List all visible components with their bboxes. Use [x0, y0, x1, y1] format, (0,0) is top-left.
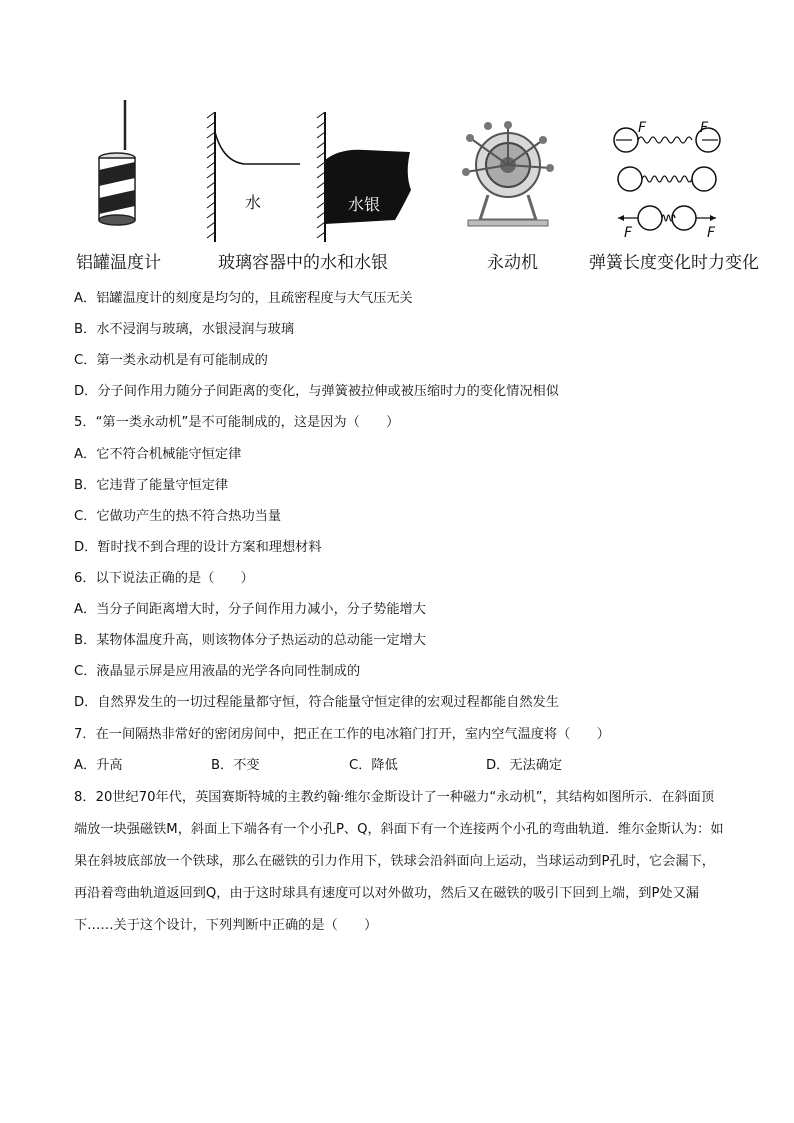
force-label-bottom-left: F: [624, 225, 633, 241]
q6-option-b: B．某物体温度升高，则该物体分子热运动的总动能一定增大: [74, 633, 426, 648]
figure-row: [0, 100, 794, 275]
q7-option-d: D．无法确定: [486, 758, 563, 773]
q6-option-d: D．自然界发生的一切过程能量都守恒，符合能量守恒定律的宏观过程都能自然发生: [74, 695, 559, 710]
perpetual-motion-machine-figure: [458, 120, 558, 230]
water-label: 水: [245, 193, 262, 212]
q5-option-b: B．它违背了能量守恒定律: [74, 478, 229, 493]
q8-stem: 8．20世纪70年代，英国赛斯特城的主教约翰·维尔金斯设计了一种磁力“永动机”，其结构如图所示．在斜面顶端放一块强磁铁M，斜面上下端各有一个小孔P、Q，斜面下有一个连接两个小孔的弯曲轨道．维尔金斯认为：如果在斜坡底部放一个铁球，那么在磁铁的引力作用下，铁球会沿斜面向上运动，当球运动到P孔时，它会漏下，再沿着弯曲轨道返回到Q，由于这时球具有速度可以对外做功，然后又在磁铁的吸引下回到上端，到P处又漏下……关于这个设计，下列判断中正确的是（ ）: [74, 790, 724, 933]
q4-option-d: D．分子间作用力随分子间距离的变化，与弹簧被拉伸或被压缩时力的变化情况相似: [74, 384, 559, 399]
q7-option-a: A．升高: [74, 758, 123, 773]
water-mercury-container-figure: [205, 112, 420, 247]
q7-option-b: B．不变: [211, 758, 260, 773]
q6-option-c: C．液晶显示屏是应用液晶的光学各向同性制成的: [74, 664, 361, 679]
aluminum-can-thermometer-figure: [92, 100, 142, 230]
q4-option-c: C．第一类永动机是有可能制成的: [74, 353, 268, 368]
q4-option-a: A．铝罐温度计的刻度是均匀的，且疏密程度与大气压无关: [74, 291, 413, 306]
caption-water-mercury: 玻璃容器中的水和水银: [218, 253, 388, 273]
force-label-top-right: F: [700, 120, 709, 136]
mercury-label: 水银: [348, 195, 381, 214]
q5-option-d: D．暂时找不到合理的设计方案和理想材料: [74, 540, 322, 555]
caption-perpetual-motion: 永动机: [487, 253, 538, 273]
q5-stem: 5．“第一类永动机”是不可能制成的，这是因为（ ）: [74, 415, 400, 430]
caption-spring-force: 弹簧长度变化时力变化: [589, 253, 759, 273]
q6-stem: 6．以下说法正确的是（ ）: [74, 571, 254, 586]
q4-option-b: B．水不浸润与玻璃，水银浸润与玻璃: [74, 322, 295, 337]
force-label-bottom-right: F: [707, 225, 716, 241]
force-label-top-left: F: [638, 120, 647, 136]
q7-stem: 7．在一间隔热非常好的密闭房间中，把正在工作的电冰箱门打开，室内空气温度将（ ）: [74, 727, 610, 742]
spring-force-figure: [612, 122, 722, 242]
q5-option-a: A．它不符合机械能守恒定律: [74, 447, 242, 462]
q7-options: [74, 756, 562, 776]
caption-aluminum-thermometer: 铝罐温度计: [76, 253, 161, 273]
q5-option-c: C．它做功产生的热不符合热功当量: [74, 509, 282, 524]
q7-option-c: C．降低: [349, 758, 398, 773]
q6-option-a: A．当分子间距离增大时，分子间作用力减小，分子势能增大: [74, 602, 426, 617]
